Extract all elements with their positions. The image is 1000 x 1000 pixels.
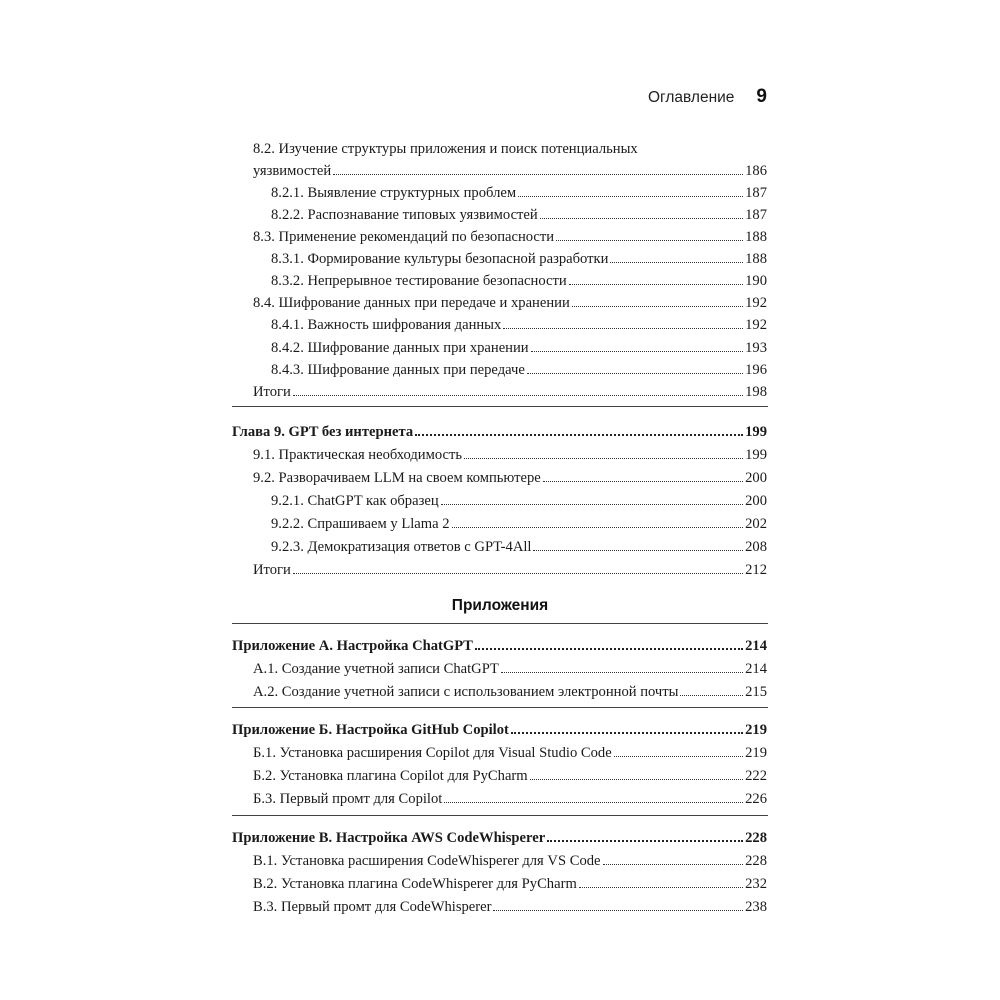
toc-entry-label: 8.3.1. Формирование культуры безопасной разработки xyxy=(271,250,609,267)
toc-entry-8-4-2[interactable] xyxy=(0,334,1000,356)
dot-leader xyxy=(503,328,743,329)
toc-entry-9-2-2[interactable] xyxy=(0,510,1000,532)
toc-entry-8-4-3[interactable] xyxy=(0,356,1000,378)
toc-entry-8-3[interactable] xyxy=(0,223,1000,245)
toc-entry-label: 8.2.2. Распознавание типовых уязвимостей xyxy=(271,206,538,223)
toc-entry-page: 187 xyxy=(745,206,767,223)
toc-entry-b-2[interactable] xyxy=(0,762,1000,784)
dot-leader xyxy=(572,306,743,307)
toc-entry-page: 192 xyxy=(745,316,767,333)
toc-entry-b-1[interactable] xyxy=(0,739,1000,761)
toc-entry-v-2[interactable] xyxy=(0,870,1000,892)
toc-entry-label: Б.2. Установка плагина Copilot для PyCharm xyxy=(253,767,528,784)
toc-entry-label: А.2. Создание учетной записи с использованием электронной почты xyxy=(253,683,679,700)
dot-leader xyxy=(441,504,743,505)
toc-entry-page: 228 xyxy=(745,829,767,846)
divider-rule xyxy=(232,707,768,708)
running-head-title: Оглавление xyxy=(648,89,735,106)
toc-entry-label: В.2. Установка плагина CodeWhisperer для PyCharm xyxy=(253,875,577,892)
dot-leader xyxy=(614,756,743,757)
dot-leader xyxy=(518,196,743,197)
toc-entry-label: 9.2. Разворачиваем LLM на своем компьютере xyxy=(253,469,541,486)
toc-entry-8-4-1[interactable] xyxy=(0,311,1000,333)
toc-entry-9-2-3[interactable] xyxy=(0,533,1000,555)
toc-entry-label: 8.4.2. Шифрование данных при хранении xyxy=(271,339,529,356)
dot-leader xyxy=(547,840,743,842)
toc-entry-page: 190 xyxy=(745,272,767,289)
toc-entry-page: 212 xyxy=(745,561,767,578)
toc-entry-label: Приложение А. Настройка ChatGPT xyxy=(232,637,473,654)
dot-leader xyxy=(444,802,743,803)
toc-entry-a-1[interactable] xyxy=(0,655,1000,677)
toc-entry-label: 9.2.2. Спрашиваем у Llama 2 xyxy=(271,515,450,532)
dot-leader xyxy=(464,458,743,459)
toc-entry-v-3[interactable] xyxy=(0,893,1000,915)
dot-leader xyxy=(533,550,743,551)
toc-entry-label: Итоги xyxy=(253,561,291,578)
toc-entry-label: 9.1. Практическая необходимость xyxy=(253,446,463,463)
toc-entry-b-3[interactable] xyxy=(0,785,1000,807)
toc-entry-8-2-1[interactable] xyxy=(0,179,1000,201)
dot-leader xyxy=(579,887,743,888)
toc-entry-summary-8[interactable] xyxy=(0,378,1000,400)
dot-leader xyxy=(531,351,743,352)
dot-leader xyxy=(527,373,743,374)
toc-entry-label: Б.1. Установка расширения Copilot для Visual Studio Code xyxy=(253,744,612,761)
dot-leader xyxy=(530,779,743,780)
divider-rule xyxy=(232,623,768,624)
dot-leader xyxy=(610,262,743,263)
toc-entry-page: 215 xyxy=(745,683,767,700)
running-head xyxy=(648,86,767,108)
dot-leader xyxy=(540,218,743,219)
toc-entry-page: 199 xyxy=(745,446,767,463)
toc-entry-8-4[interactable] xyxy=(0,289,1000,311)
toc-entry-8-2-2[interactable] xyxy=(0,201,1000,223)
toc-entry-page: 199 xyxy=(745,423,767,440)
dot-leader xyxy=(493,910,743,911)
toc-entry-label: 8.4.3. Шифрование данных при передаче xyxy=(271,361,525,378)
toc-entry-label: 9.2.3. Демократизация ответов с GPT-4All xyxy=(271,538,532,555)
dot-leader xyxy=(680,695,743,696)
toc-entry-page: 238 xyxy=(745,898,767,915)
toc-entry-label: В.3. Первый промт для CodeWhisperer xyxy=(253,898,492,915)
toc-entry-page: 222 xyxy=(745,767,767,784)
toc-entry-label: Глава 9. GPT без интернета xyxy=(232,423,414,440)
toc-entry-page: 214 xyxy=(745,637,767,654)
dot-leader xyxy=(333,174,743,175)
dot-leader xyxy=(293,573,743,574)
toc-entry-9-1[interactable] xyxy=(0,441,1000,463)
toc-entry-label: Б.3. Первый промт для Copilot xyxy=(253,790,443,807)
appendices-section-title: Приложения xyxy=(451,597,549,614)
toc-chapter-9[interactable] xyxy=(0,418,1000,440)
toc-entry-label: уязвимостей xyxy=(253,162,332,179)
toc-appendix-v[interactable] xyxy=(0,824,1000,846)
toc-entry-label: Итоги xyxy=(253,383,291,400)
toc-entry-page: 200 xyxy=(745,492,767,509)
toc-entry-page: 188 xyxy=(745,250,767,267)
dot-leader xyxy=(603,864,743,865)
toc-entry-page: 186 xyxy=(745,162,767,179)
toc-entry-page: 196 xyxy=(745,361,767,378)
toc-entry-label: 9.2.1. ChatGPT как образец xyxy=(271,492,439,509)
toc-entry-page: 202 xyxy=(745,515,767,532)
toc-entry-v-1[interactable] xyxy=(0,847,1000,869)
toc-entry-label: А.1. Создание учетной записи ChatGPT xyxy=(253,660,499,677)
toc-entry-label: 8.4.1. Важность шифрования данных xyxy=(271,316,502,333)
dot-leader xyxy=(415,434,743,436)
dot-leader xyxy=(501,672,743,673)
toc-entry-8-3-2[interactable] xyxy=(0,267,1000,289)
toc-entry-9-2[interactable] xyxy=(0,464,1000,486)
toc-entry-page: 208 xyxy=(745,538,767,555)
dot-leader xyxy=(475,648,743,650)
toc-entry-page: 214 xyxy=(745,660,767,677)
toc-entry-page: 228 xyxy=(745,852,767,869)
dot-leader xyxy=(293,395,743,396)
toc-appendix-b[interactable] xyxy=(0,716,1000,738)
toc-entry-9-2-1[interactable] xyxy=(0,487,1000,509)
toc-entry-label: В.1. Установка расширения CodeWhisperer для VS Code xyxy=(253,852,601,869)
toc-entry-label: 8.2.1. Выявление структурных проблем xyxy=(271,184,517,201)
page-number: 9 xyxy=(756,86,767,107)
dot-leader xyxy=(511,732,743,734)
toc-appendix-a[interactable] xyxy=(0,632,1000,654)
toc-entry-page: 187 xyxy=(745,184,767,201)
toc-entry-page: 200 xyxy=(745,469,767,486)
toc-entry-page: 193 xyxy=(745,339,767,356)
divider-rule xyxy=(232,406,768,407)
toc-entry-page: 192 xyxy=(745,294,767,311)
toc-entry-page: 232 xyxy=(745,875,767,892)
dot-leader xyxy=(543,481,743,482)
toc-entry-label: 8.3. Применение рекомендаций по безопасности xyxy=(253,228,555,245)
divider-rule xyxy=(232,815,768,816)
toc-entry-label: Приложение Б. Настройка GitHub Copilot xyxy=(232,721,509,738)
toc-entry-page: 226 xyxy=(745,790,767,807)
toc-entry-a-2[interactable] xyxy=(0,678,1000,700)
toc-entry-page: 219 xyxy=(745,744,767,761)
toc-entry-page: 219 xyxy=(745,721,767,738)
toc-entry-page: 198 xyxy=(745,383,767,400)
toc-entry-8-2[interactable] xyxy=(0,157,1000,179)
toc-entry-label: Приложение В. Настройка AWS CodeWhisperer xyxy=(232,829,546,846)
toc-entry-8-2-line1: 8.2. Изучение структуры приложения и поиск потенциальных xyxy=(253,141,638,157)
toc-entry-summary-9[interactable] xyxy=(0,556,1000,578)
dot-leader xyxy=(569,284,743,285)
toc-entry-page: 188 xyxy=(745,228,767,245)
toc-entry-label: 8.3.2. Непрерывное тестирование безопасности xyxy=(271,272,567,289)
dot-leader xyxy=(556,240,743,241)
toc-entry-8-3-1[interactable] xyxy=(0,245,1000,267)
toc-entry-label: 8.4. Шифрование данных при передаче и хранении xyxy=(253,294,570,311)
dot-leader xyxy=(452,527,743,528)
